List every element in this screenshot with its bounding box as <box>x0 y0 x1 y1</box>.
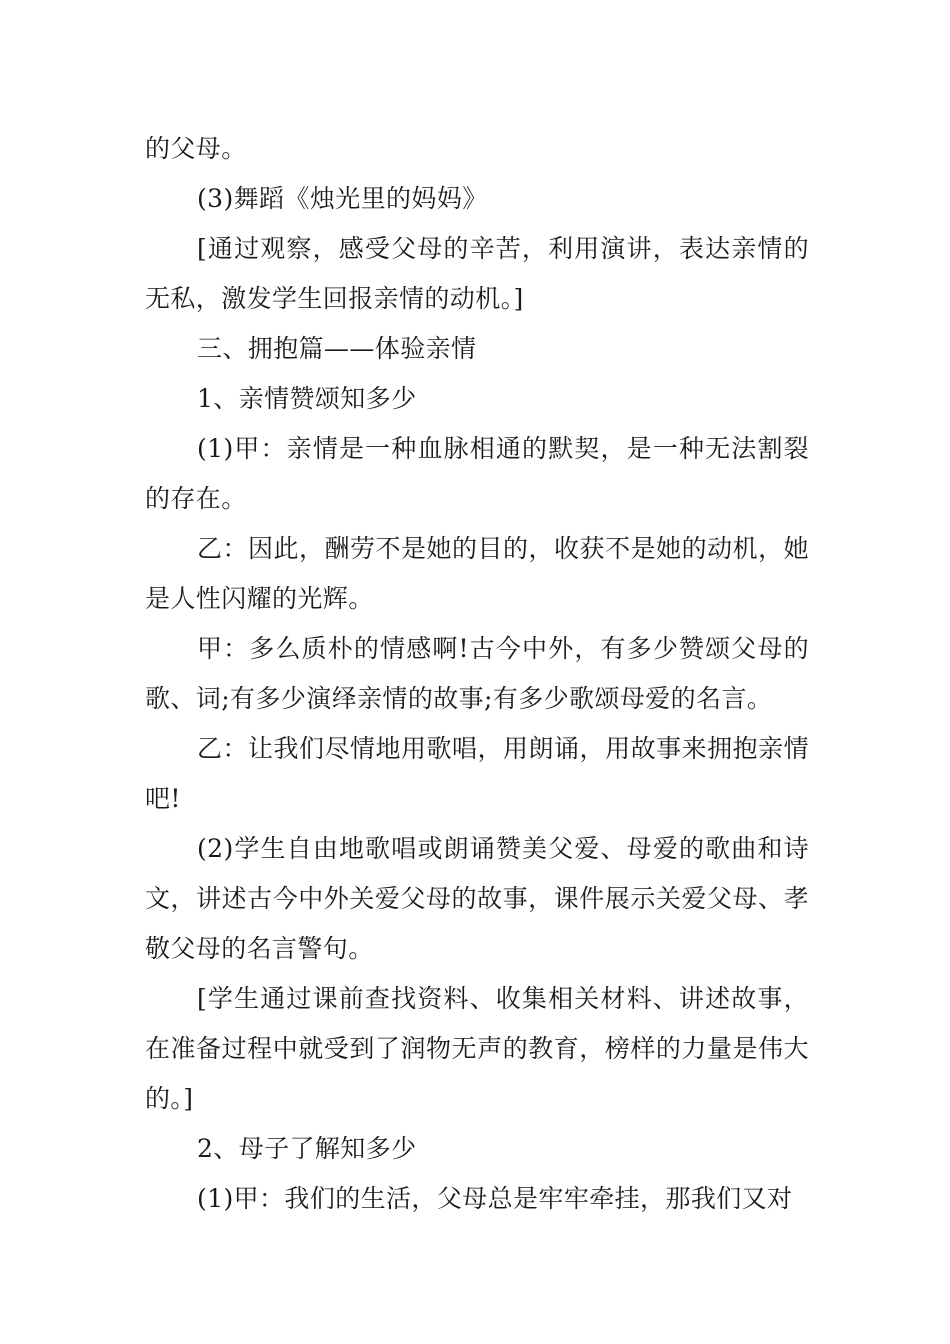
section-heading-embrace: 三、拥抱篇——体验亲情 <box>197 334 477 363</box>
paragraph-continuation: 的父母。 <box>145 134 247 163</box>
paragraph-dialogue-b2: 乙：让我们尽情地用歌唱，用朗诵，用故事来拥抱亲情吧! <box>145 734 809 813</box>
paragraph-dialogue-a1: (1)甲：亲情是一种血脉相通的默契，是一种无法割裂的存在。 <box>145 434 809 513</box>
document-body <box>145 124 809 1224</box>
subheading-understanding: 2、母子了解知多少 <box>197 1134 417 1163</box>
paragraph-note-preparation: [学生通过课前查找资料、收集相关材料、讲述故事，在准备过程中就受到了润物无声的教育，榜样的力量是伟大的。] <box>145 984 809 1113</box>
paragraph-note-observation: [通过观察，感受父母的辛苦，利用演讲，表达亲情的无私，激发学生回报亲情的动机。] <box>145 234 809 313</box>
paragraph-dance-item: (3)舞蹈《烛光里的妈妈》 <box>197 184 488 213</box>
subheading-praise: 1、亲情赞颂知多少 <box>197 384 417 413</box>
paragraph-dialogue-a2: 甲：多么质朴的情感啊!古今中外，有多少赞颂父母的歌、词;有多少演绎亲情的故事;有多少歌颂母爱的名言。 <box>145 634 809 713</box>
paragraph-dialogue-b1: 乙：因此，酬劳不是她的目的，收获不是她的动机，她是人性闪耀的光辉。 <box>145 534 809 613</box>
paragraph-dialogue-a3: (1)甲：我们的生活，父母总是牢牢牵挂，那我们又对 <box>197 1184 793 1213</box>
paragraph-student-activity: (2)学生自由地歌唱或朗诵赞美父爱、母爱的歌曲和诗文，讲述古今中外关爱父母的故事，课件展示关爱父母、孝敬父母的名言警句。 <box>145 834 809 963</box>
